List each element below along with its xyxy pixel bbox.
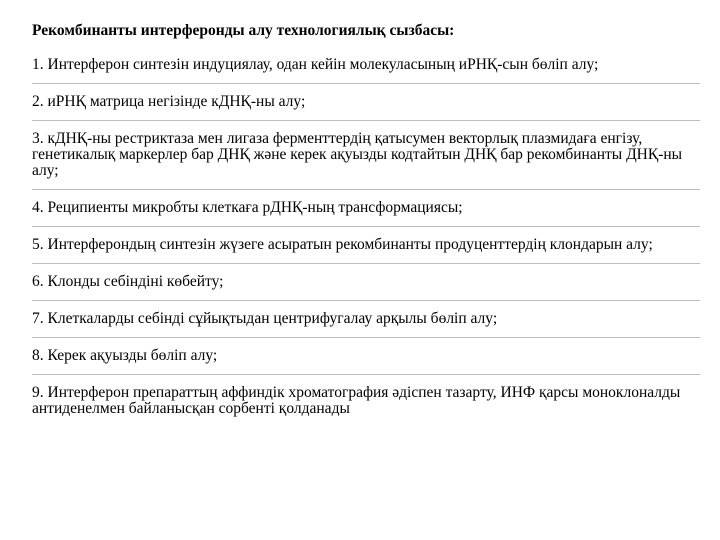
step-item-8: 8. Керек ақуызды бөліп алу; [32, 347, 218, 364]
steps-list [32, 57, 698, 417]
step-divider [32, 300, 700, 301]
step-divider [32, 189, 700, 190]
step-item-9: 9. Интерферон препараттың аффиндік хроматография әдіспен тазарту, ИНФ қарсы моноклоналды антиденелмен байланысқан сорбенті қолданады [32, 384, 681, 417]
step-item-3: 3. кДНҚ-ны рестриктаза мен лигаза ферменттердің қатысумен векторлық плазмидаға енгізу, генетикалық маркерлер бар ДНҚ және керек ақуызды кодтайтын ДНҚ бар рекомбинанты ДНҚ-ны алу; [32, 130, 683, 179]
step-item-1: 1. Интерферон синтезін индуциялау, одан кейін молекуласының иРНҚ-сын бөліп алу; [32, 56, 599, 73]
step-divider [32, 120, 700, 121]
document-title: Рекомбинанты интерферонды алу технологиялық сызбасы: [32, 22, 455, 39]
step-divider [32, 226, 700, 227]
step-divider [32, 337, 700, 338]
step-item-5: 5. Интерферондың синтезін жүзеге асыратын рекомбинанты продуценттердің клондарын алу; [32, 236, 653, 253]
step-item-2: 2. иРНҚ матрица негізінде кДНҚ-ны алу; [32, 93, 306, 110]
step-item-4: 4. Реципиенты микробты клеткаға рДНҚ-ның трансформациясы; [32, 199, 463, 216]
step-divider [32, 83, 700, 84]
step-item-7: 7. Клеткаларды себінді сұйықтыдан центрифугалау арқылы бөліп алу; [32, 310, 498, 327]
document-page [32, 22, 698, 417]
step-item-6: 6. Клонды себіндіні көбейту; [32, 273, 224, 290]
step-divider [32, 374, 700, 375]
step-divider [32, 263, 700, 264]
